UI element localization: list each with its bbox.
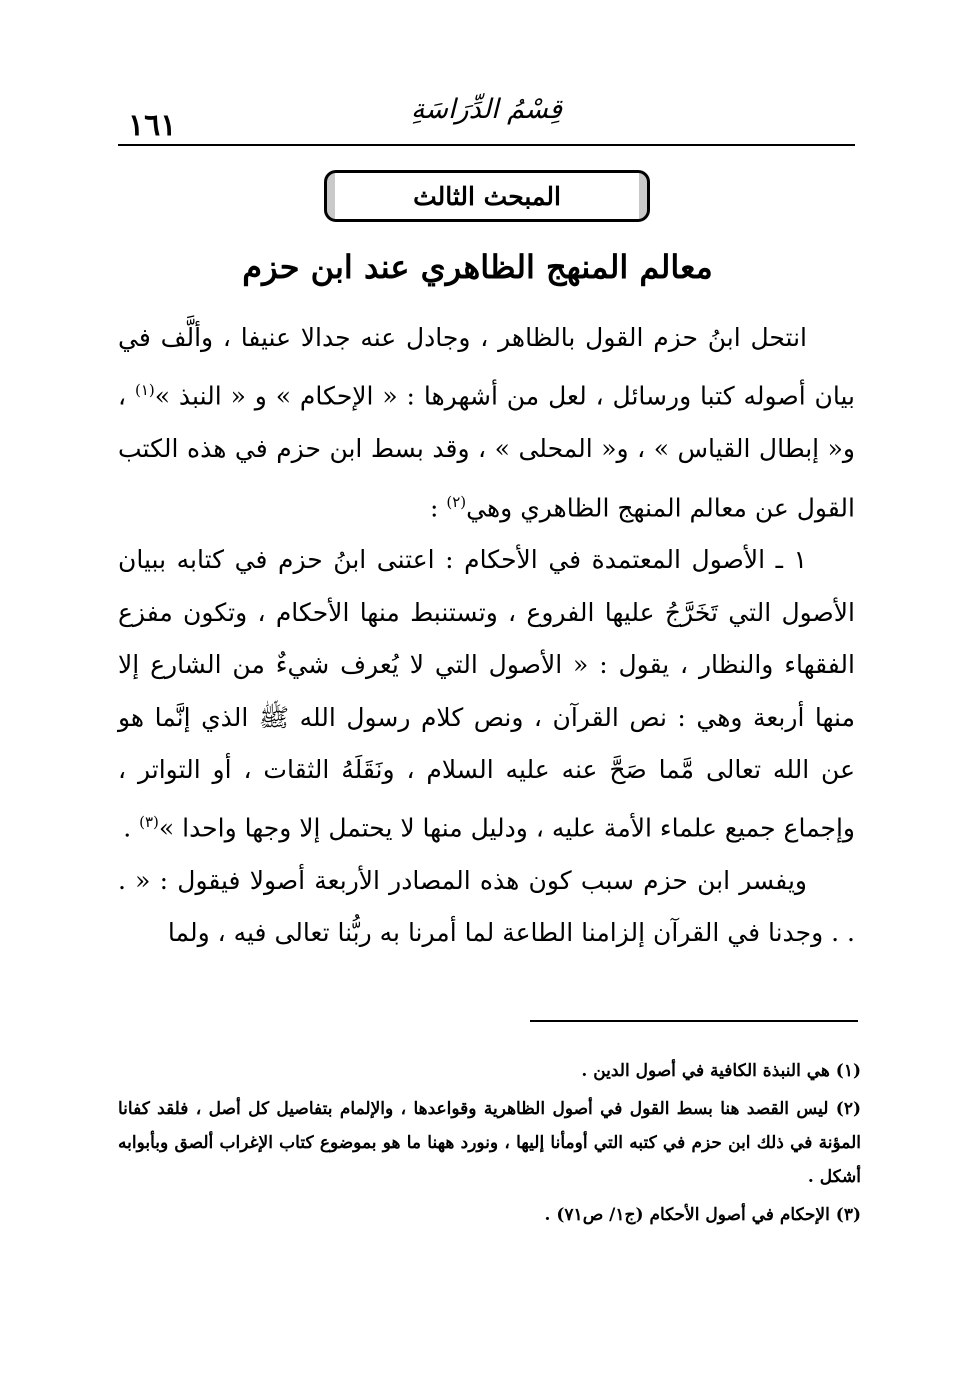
footnote-2: (٢) ليس القصد هنا بسط القول في أصول الظاهرية وقواعدها ، والإلمام بتفاصيل كل أصل ، فلقد كفانا المؤنة في ذلك ابن حزم في كتبه التي أومأنا إليها ، ونورد ههنا ما هو بموضوع كتاب الإغراب ألصق وبأبوابه أشكل .: [118, 1099, 861, 1187]
header-rule: [118, 144, 855, 146]
footnote-ref-1: (١): [134, 381, 155, 400]
section-heading: المبحث الثالث: [413, 181, 561, 211]
paragraph-3: ويفسر ابن حزم سبب كون هذه المصادر الأربعة أصولا فيقول : « . . . وجدنا في القرآن إلزامنا الطاعة لما أمرنا به ربُّنا تعالى فيه ، ولما: [118, 866, 855, 948]
page-number: ١٦١: [128, 108, 177, 143]
chapter-title: معالم المنهج الظاهري عند ابن حزم: [242, 248, 713, 286]
footnote-ref-2: (٢): [446, 492, 467, 511]
paragraph-1: انتحل ابنُ حزم القول بالظاهر ، وجادل عنه جدالا عنيفا ، وألَّف في بيان أصوله كتبا ورسائل ، لعل من أشهرها : « الإحكام » و « النبذ »$^{(١)}$ ، و« إبطال القياس » ، و« المحلى » ، وقد بسط ابن حزم في هذه الكتب القول عن معالم المنهج الظاهري وهي$^{(٢)}$ :: [118, 323, 856, 522]
section-heading-box: [324, 170, 650, 222]
footnote-ref-3: (٣): [139, 813, 159, 832]
footnote-3: (٣) الإحكام في أصول الأحكام (ج١/ ص٧١) .: [544, 1205, 861, 1225]
footnote-1: (١) هي النبذة الكافية في أصول الدين .: [581, 1061, 861, 1081]
footnote-separator: [530, 1020, 858, 1022]
page-header: [118, 92, 855, 146]
body-text: [118, 312, 855, 960]
paragraph-2: ١ ـ الأصول المعتمدة في الأحكام : اعتنى ابنُ حزم في كتابه ببيان الأصول التي تَخَرَّجُ عليها الفروع ، وتستنبط منها الأحكام ، وتكون مفزع الفقهاء والنظار ، يقول : « الأصول التي لا يُعرف شيءٌ من الشارع إلا منها أربعة وهي : نص القرآن ، ونص كلام رسول الله ﷺ الذي إنَّما هو عن الله تعالى مَّما صَحَّ عنه عليه السلام ، ونَقَلَهُ الثقات ، أو التواتر ، وإجماع جميع علماء الأمة عليه ، ودليل منها لا يحتمل إلا وجها واحدا »$^{(٣)}$ .: [118, 545, 855, 843]
footnotes: [118, 1054, 861, 1236]
running-title: قِسْمُ الدِّرَاسَةِ: [410, 94, 563, 125]
